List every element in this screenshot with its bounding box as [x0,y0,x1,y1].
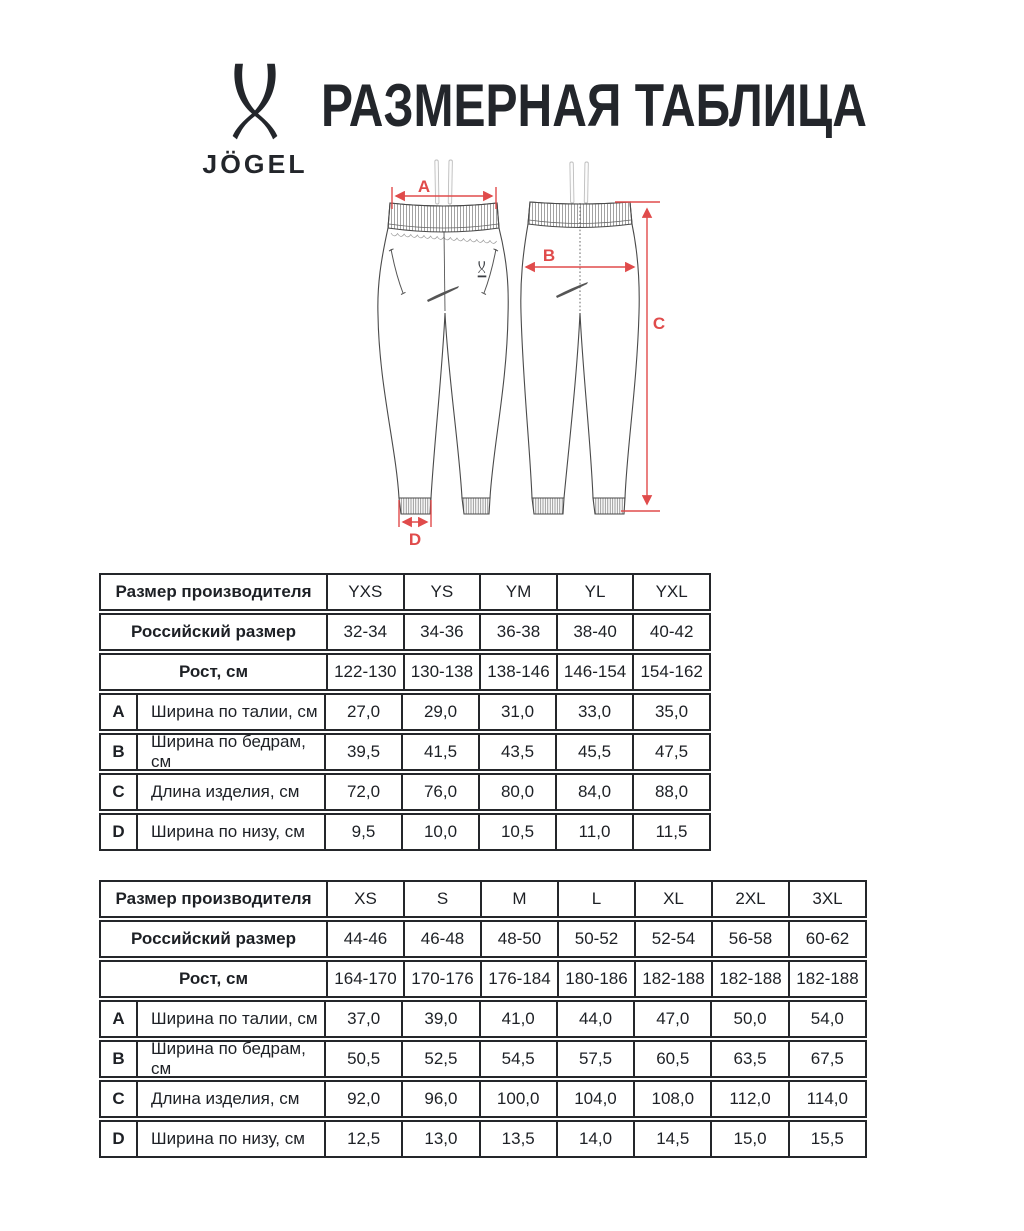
size-value: L [557,882,634,916]
row-label: Размер производителя [115,889,312,908]
size-value: 32-34 [326,615,403,649]
measure-value: 54,0 [788,1002,865,1036]
table-row [99,1000,867,1038]
measure-value: 50,5 [324,1042,401,1076]
measure-value: 31,0 [478,695,555,729]
size-value: 50-52 [557,922,634,956]
size-value: 182-188 [711,962,788,996]
size-table-youth [99,573,711,853]
brand-wordmark: JÖGEL [202,149,308,179]
measure-name: Длина изделия, см [151,782,300,801]
measure-letter: A [101,695,138,729]
size-value: 56-58 [711,922,788,956]
measure-letter: B [101,735,138,769]
measure-value: 84,0 [555,775,632,809]
table-row [99,960,867,998]
measure-value: 15,5 [788,1122,865,1156]
table-row [99,1120,867,1158]
brand-symbol-icon [224,62,286,148]
measure-value: 33,0 [555,695,632,729]
size-value: YL [556,575,633,609]
brand-logo [196,62,314,180]
measure-value: 47,5 [632,735,709,769]
measure-value: 100,0 [479,1082,556,1116]
dim-c-label: C [652,314,666,333]
measure-name: Ширина по талии, см [151,702,318,721]
measure-name: Ширина по низу, см [151,822,305,841]
cuff [593,498,625,514]
size-value: XL [634,882,711,916]
drawstring [570,162,588,203]
pants-diagram [345,145,705,565]
measure-letter: B [101,1042,138,1076]
size-value: 40-42 [632,615,709,649]
measure-value: 45,5 [555,735,632,769]
size-value: 146-154 [556,655,633,689]
drawstring [435,160,453,204]
measure-value: 39,0 [401,1002,478,1036]
measure-value: 92,0 [324,1082,401,1116]
measure-name: Длина изделия, см [151,1089,300,1108]
measure-value: 12,5 [324,1122,401,1156]
size-value: YXL [632,575,709,609]
measure-value: 57,5 [556,1042,633,1076]
measure-value: 54,5 [479,1042,556,1076]
table-row [99,813,711,851]
pants-back-view [521,162,639,514]
measure-value: 96,0 [401,1082,478,1116]
size-value: 182-188 [788,962,865,996]
measure-letter: C [101,775,138,809]
size-value: XS [326,882,403,916]
size-value: 164-170 [326,962,403,996]
size-value: 182-188 [634,962,711,996]
size-value: 170-176 [403,962,480,996]
size-value: 34-36 [403,615,480,649]
measure-value: 14,0 [556,1122,633,1156]
row-label: Размер производителя [115,582,312,601]
table-row [99,613,711,651]
measure-value: 35,0 [632,695,709,729]
dim-b-label: B [542,246,556,265]
table-row [99,573,711,611]
size-value: 122-130 [326,655,403,689]
size-table-adult [99,880,867,1160]
size-value: S [403,882,480,916]
cuff [462,498,490,514]
size-value: 46-48 [403,922,480,956]
measure-letter: C [101,1082,138,1116]
measure-value: 76,0 [401,775,478,809]
measure-value: 9,5 [324,815,401,849]
measure-value: 63,5 [710,1042,787,1076]
table-row [99,1040,867,1078]
size-value: 138-146 [479,655,556,689]
table-row [99,733,711,771]
measure-value: 67,5 [788,1042,865,1076]
size-value: 60-62 [788,922,865,956]
measure-value: 114,0 [788,1082,865,1116]
size-value: 52-54 [634,922,711,956]
dim-a-label: A [417,177,431,196]
measure-value: 47,0 [633,1002,710,1036]
measure-name: Ширина по низу, см [151,1129,305,1148]
size-value: 180-186 [557,962,634,996]
measure-value: 11,5 [632,815,709,849]
table-row [99,920,867,958]
measure-name: Ширина по бедрам, см [151,1039,306,1078]
measure-value: 37,0 [324,1002,401,1036]
measure-value: 13,5 [479,1122,556,1156]
size-value: 176-184 [480,962,557,996]
measure-letter: D [101,815,138,849]
measure-name: Ширина по бедрам, см [151,732,306,771]
table-row [99,653,711,691]
measure-value: 11,0 [555,815,632,849]
measure-value: 72,0 [324,775,401,809]
measure-value: 80,0 [478,775,555,809]
table-row [99,1080,867,1118]
size-value: 130-138 [403,655,480,689]
measure-value: 29,0 [401,695,478,729]
size-value: M [480,882,557,916]
measure-value: 44,0 [556,1002,633,1036]
table-row [99,773,711,811]
row-label: Российский размер [131,929,296,948]
size-value: YS [403,575,480,609]
measure-value: 14,5 [633,1122,710,1156]
measure-value: 15,0 [710,1122,787,1156]
measure-value: 104,0 [556,1082,633,1116]
page-title: РАЗМЕРНАЯ ТАБЛИЦА [321,72,867,139]
size-value: 44-46 [326,922,403,956]
size-value: 38-40 [556,615,633,649]
measure-value: 112,0 [710,1082,787,1116]
row-label: Рост, см [178,662,249,681]
measure-value: 13,0 [401,1122,478,1156]
size-value: 48-50 [480,922,557,956]
measure-letter: D [101,1122,138,1156]
dim-d-label: D [408,530,422,549]
size-value: 2XL [711,882,788,916]
measure-value: 88,0 [632,775,709,809]
measure-value: 10,0 [401,815,478,849]
measure-value: 43,5 [478,735,555,769]
measure-value: 50,0 [710,1002,787,1036]
row-label: Рост, см [178,969,249,988]
measure-value: 60,5 [633,1042,710,1076]
measure-value: 39,5 [324,735,401,769]
row-label: Российский размер [131,622,296,641]
measure-value: 108,0 [633,1082,710,1116]
measure-value: 10,5 [478,815,555,849]
measure-value: 41,0 [479,1002,556,1036]
measure-name: Ширина по талии, см [151,1009,318,1028]
measure-value: 27,0 [324,695,401,729]
pants-front-view [378,160,508,514]
size-value: YXS [326,575,403,609]
size-value: YM [479,575,556,609]
size-value: 154-162 [632,655,709,689]
measure-letter: A [101,1002,138,1036]
measure-value: 52,5 [401,1042,478,1076]
measure-value: 41,5 [401,735,478,769]
table-row [99,880,867,918]
cuff [532,498,564,514]
size-value: 3XL [788,882,865,916]
cuff [399,498,431,514]
size-value: 36-38 [479,615,556,649]
table-row [99,693,711,731]
